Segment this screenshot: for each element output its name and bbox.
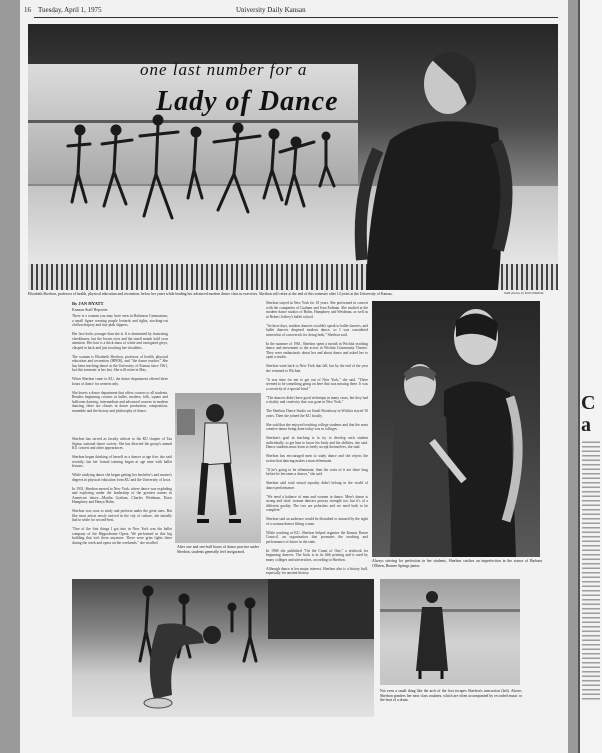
correction-photo bbox=[372, 301, 540, 557]
article-col2: Sherbon stayed in New York for 18 years. She performed in concert with the companies of Graham and Jean Erdman. She studied at the modern dance studios of Holm, Humphrey and Weidman, as well as at Robert Joffrey's ballet school. "In those days, modern dancers wouldn't speak to ballet dancers, and ballet dancers despised modern dance, so I was considered somewhat of a maverick for doing both," Sherbon said. In the summer of 1961, Sherbon spent a month in Wichita teaching dance and movement to the actors in Wichita Community Theatre. They were enthusiastic about her and about dance and asked her to open a studio. Sherbon went back to New York that fall, but by the end of the year she returned to Wichita. "It was time for me to get out of New York," she said. "There seemed to be something going on here that was missing there. It was a creativity of a special kind." "The dancers didn't have good technique in many cases, but they had a vitality and creativity that was gone in New York." The Sherbon Dance Studio on South Broadway in Wichita stayed 10 years. Then she joined the KU faculty. She said that she enjoyed teaching college students and that the most creative dance being done today was in colleges. Sherbon's goal in teaching is to try to develop each student individually, to get him to know his body and his abilities, she said. Dance students must learn to freely accept themselves, she said. Sherbon has encouraged men to study dance and she rejects the notion that dancing makes a man effeminate. "If he's going to be effeminate, then the roots of it are there long before he becomes a dancer," she said. Sherbon said total sexual equality didn't belong in the world of dance performance. "We need a balance of men and women in dance. Men's dance is strong and vital; woman dancers portray strength too, but it's of a different quality. The two are polarities and we need both to be complete." Sherbon said an audience would be disturbed or amused by the sight of a woman dancer lifting a man. While teaching at KU, Sherbon helped organize the Kansas Dance Council, an organization that promotes the teaching and performance of dance in the state. In 1968 she published "On the Count of One," a textbook for beginning dancers. The book is in its fifth printing and is used by many colleges and universities, according to Sherbon. Although dance is her major interest, Sherbon also is a history buff, especially for ancient history. bbox=[266, 301, 368, 575]
student-figure bbox=[175, 393, 261, 543]
two-dancers-figure bbox=[372, 301, 540, 557]
page-number: 16 bbox=[24, 6, 31, 14]
headline-kicker: one last number for a bbox=[140, 60, 308, 79]
practice-photo bbox=[175, 393, 261, 543]
arch-caption: Not even a small thing like the arch of the foot escapes Sherbon's instruction (left). Above, Sherbon ponders her next class routines, which are often accompanied by recorded music or the beat of a drum. bbox=[380, 689, 522, 703]
hero-photo bbox=[28, 24, 558, 290]
hero-caption: Elizabeth Sherbon, professor of health, physical education and recreation, below her years while leading her advanced modern dance class in exercises. Sherbon will retire at the end of this semester after 14 years at the University of Kansas. bbox=[28, 292, 393, 296]
correction-caption: Always striving for perfection in her students, Sherbon catches an imperfection in the stance of Barbara O'Brien, Bonner Springs junior. bbox=[372, 559, 542, 568]
article-col1-rest: Sherbon has served as faculty adviser to the KU chapter of Tau Sigma, national dance society. She has directed the group's annual KU concert and other appearances. Sherbon began thinking of herself as a dancer at age five, she said recently, but her formal training began at age nine with ballet lessons. While studying dance she began getting her bachelor's and master's degrees in physical education from KU and the University of Iowa. In 1931, Sherbon moved to New York, where dance was exploding and exploring under the leadership of the greatest names in American dance—Martha Graham, Charles Weidman, Doris Humphrey and Hanya Holm. Sherbon was soon to study and perform under the great ones. But like most artists newly arrived in the city of culture, she initially had to settle for second-best. "One of the first things I got into in New York was the ballet company of the Hippodrome Opera. We performed in this big building that isn't there anymore. There were grim fights there during the week and opera on the weekends," she recalled. bbox=[72, 437, 172, 545]
adjacent-text-column bbox=[582, 440, 600, 700]
photo-credit: Staff photos by DON PIERCE bbox=[504, 291, 544, 295]
adjacent-headline-fragment-2: a bbox=[581, 414, 591, 436]
article-col1-intro: There is a woman you may have seen in Robinson Gymnasium, a small figure wearing purple leotards and tights, stocking-cut chiffon drapery and tiny pink slippers. Her face looks younger than she is. It is dominated by frustrating cheekbones, but the brown eyes and the small mouth hold your attention. Her hair is a thick mass of white and variegated greys, clasped in back and just touching her shoulders. The woman is Elizabeth Sherbon, professor of health, physical education and recreation (HPER), and "the dance teacher." She has been teaching dance at the University of Kansas since 1961, but this semester is her last. She will retire in May. When Sherbon came to KU, the dance department offered three hours of dance for women only. She leaves a dance department that offers courses to all students. Besides beginning courses in ballet, modern, folk, square and ballroom dancing, intermediate and advanced courses in modern dancing, there are classes in dance production, composition, ensemble and the history and philosophy of dance. bbox=[72, 314, 168, 413]
adjacent-headline-fragment: C bbox=[581, 392, 596, 414]
paper-name: University Daily Kansan bbox=[236, 6, 306, 14]
byline-role: Kansan Staff Reporter bbox=[72, 307, 108, 312]
byline-name: By JAN HYATT bbox=[72, 301, 104, 306]
foot-arch-photo bbox=[72, 579, 374, 717]
practice-caption: After one and one-half hours of dance practice under Sherbon, students generally feel invigorated. bbox=[177, 545, 259, 554]
routine-photo bbox=[380, 579, 520, 685]
class-figures bbox=[72, 579, 374, 717]
issue-date: Tuesday, April 1, 1975 bbox=[38, 6, 102, 14]
adjacent-page-edge bbox=[578, 0, 602, 753]
headline-title: Lady of Dance bbox=[156, 86, 339, 117]
instructor-standing bbox=[380, 579, 520, 685]
newspaper-page bbox=[20, 0, 568, 753]
masthead-rule bbox=[34, 17, 558, 18]
instructor-figure bbox=[361, 52, 507, 290]
